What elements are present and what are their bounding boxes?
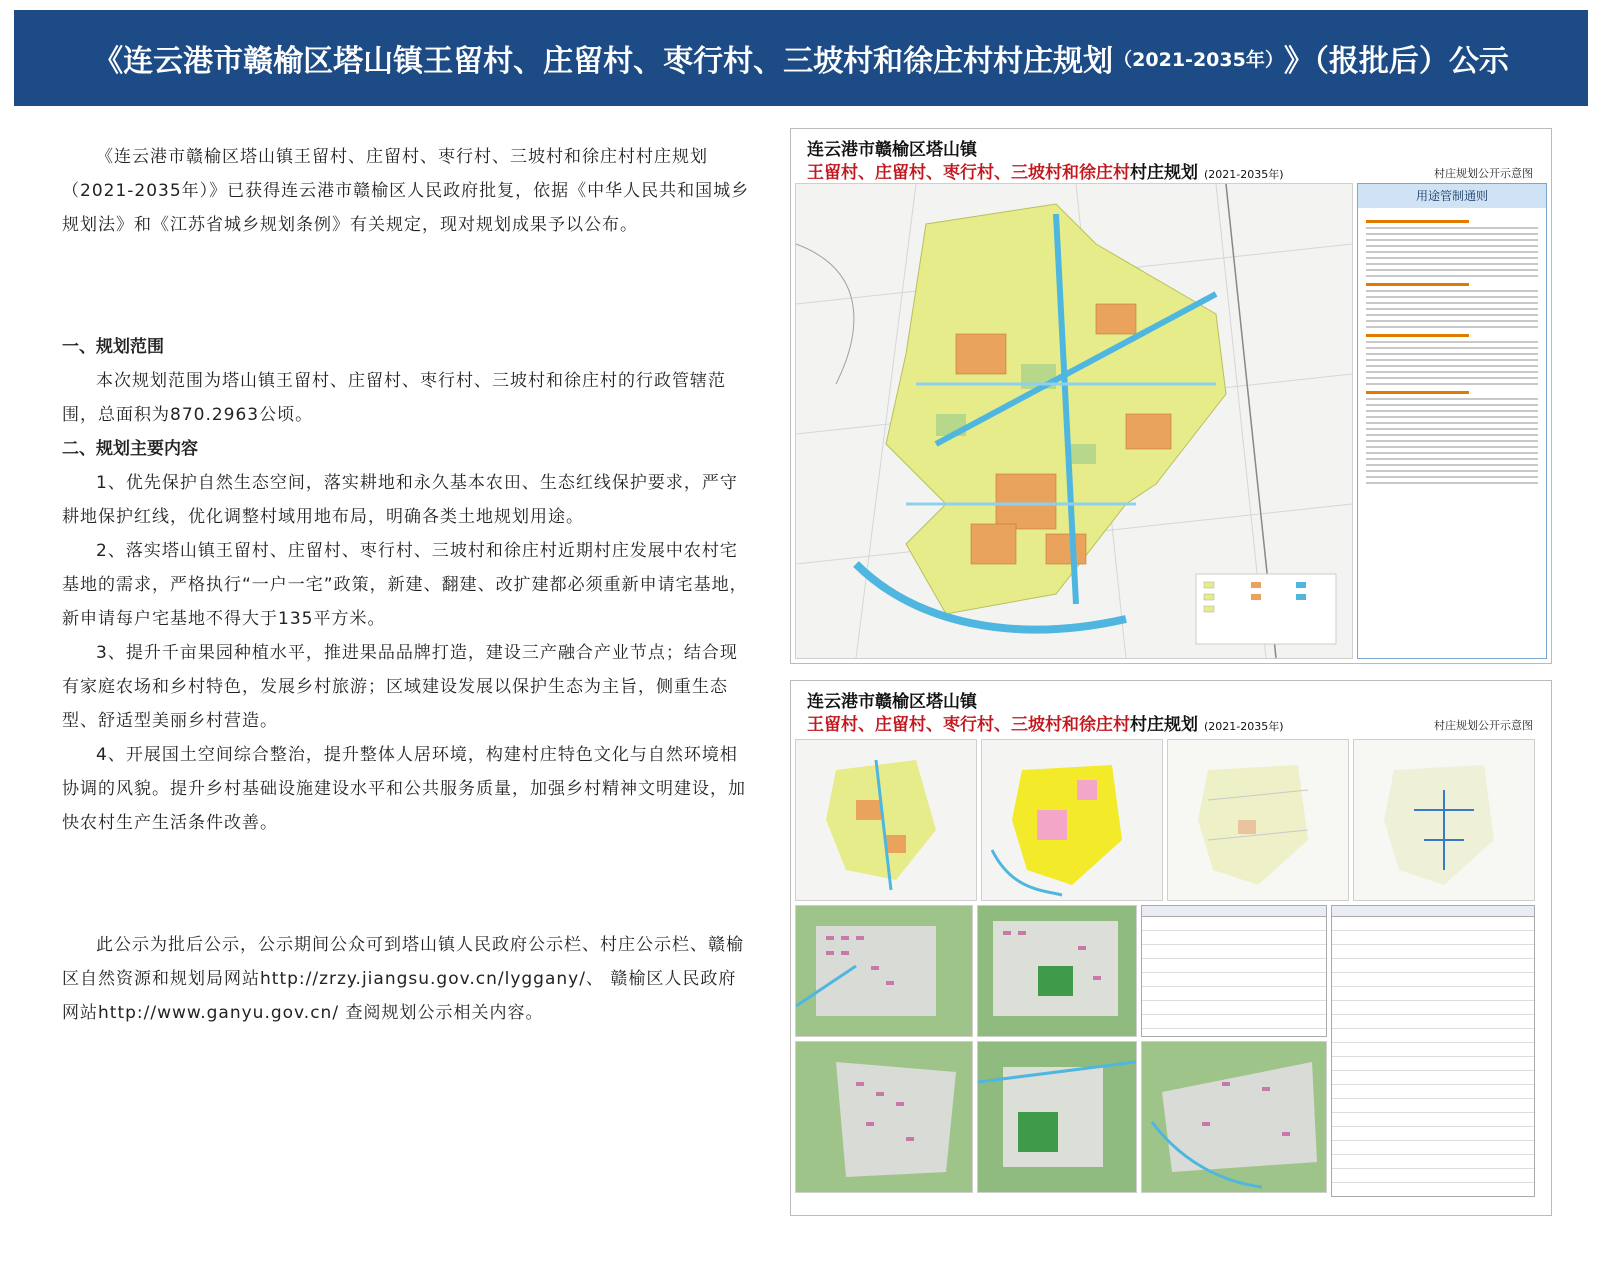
board-title-villages [807, 158, 1284, 183]
board-suffix: 村庄规划 [1130, 163, 1198, 183]
board-title-villages [807, 710, 1284, 735]
board-subtitle: 村庄规划公开示意图 [1434, 719, 1533, 732]
public-notice: 此公示为批后公示，公示期间公众可到塔山镇人民政府公示栏、村庄公示栏、赣榆区自然资源和规划局网站http://zrzy.jiangsu.gov.cn/lygganу/、 赣榆区人民政府网站http://www.ganyu.gov.cn/ 查阅规划公示相关内容。 [62, 935, 744, 1023]
land-use-map-image [796, 184, 1352, 658]
board-header [791, 681, 1551, 737]
thumbnail-village-plan-4 [977, 1041, 1137, 1193]
content-item-3: 3、提升千亩果园种植水平，推进果品品牌打造，建设三产融合产业节点；结合现有家庭农场和乡村特色，发展乡村旅游；区域建设发展以保护生态为主旨，侧重生态型、舒适型美丽乡村营造。 [62, 643, 738, 731]
banner-title-year: （2021-2035年） [1113, 48, 1284, 71]
section1-title: 一、规划范围 [62, 337, 164, 357]
content-item-2: 2、落实塔山镇王留村、庄留村、枣行村、三坡村和徐庄村近期村庄发展中农村宅基地的需求，严格执行“一户一宅”政策，新建、翻建、改扩建都必须重新申请宅基地，新申请每户宅基地不得大于135平方米。 [62, 541, 748, 629]
usage-control-rules-panel [1357, 183, 1547, 659]
page-banner [14, 10, 1588, 106]
notice-text [62, 140, 752, 1030]
content-item-4: 4、开展国土空间综合整治，提升整体人居环境，构建村庄特色文化与自然环境相协调的风貌。提升乡村基础设施建设水平和公共服务质量，加强乡村精神文明建设，加快农村生产生活条件改善。 [62, 745, 746, 833]
board-title-town: 连云港市赣榆区塔山镇 [807, 140, 977, 160]
thumbnail-village-plan-3 [795, 1041, 973, 1193]
thumbnail-map-2 [981, 739, 1163, 901]
thumbnail-map-3 [1167, 739, 1349, 901]
section2-title: 二、规划主要内容 [62, 439, 198, 459]
project-table-1 [1141, 905, 1327, 1037]
board-villages: 王留村、庄留村、枣行村、三坡村和徐庄村 [807, 163, 1130, 183]
thumbnail-village-plan-1 [795, 905, 973, 1037]
plan-board-thumbnails [790, 680, 1552, 1216]
board-year: (2021-2035年) [1204, 168, 1284, 181]
project-table-2 [1331, 905, 1535, 1197]
land-use-plan-map [795, 183, 1353, 659]
rules-heading: 用途管制通则 [1358, 184, 1546, 208]
thumbnail-map-4 [1353, 739, 1535, 901]
banner-title-tail: 》（报批后）公示 [1283, 44, 1509, 79]
banner-title-main: 《连云港市赣榆区塔山镇王留村、庄留村、枣行村、三坡村和徐庄村村庄规划 [93, 44, 1114, 79]
board-suffix: 村庄规划 [1130, 715, 1198, 735]
board-subtitle: 村庄规划公开示意图 [1434, 167, 1533, 180]
board-villages: 王留村、庄留村、枣行村、三坡村和徐庄村 [807, 715, 1130, 735]
content-item-1: 1、优先保护自然生态空间，落实耕地和永久基本农田、生态红线保护要求，严守耕地保护红线，优化调整村域用地布局，明确各类土地规划用途。 [62, 473, 738, 527]
thumbnail-map-1 [795, 739, 977, 901]
thumbnail-village-plan-2 [977, 905, 1137, 1037]
intro-lead: 《连云港市赣榆区塔山镇王留村、庄留村、枣行村、三坡村和徐庄村村庄规划（2021-2035年）》已获得连云港市赣榆区人民政府批复，依据《中华人民共和国城乡规划法》和《江苏省城乡规划条例》有关规定，现对规划成果予以公布。 [62, 147, 750, 235]
board-header [791, 129, 1551, 185]
board-year: (2021-2035年) [1204, 720, 1284, 733]
rules-body [1358, 208, 1546, 494]
thumbnail-village-plan-5 [1141, 1041, 1327, 1193]
board-title-town: 连云港市赣榆区塔山镇 [807, 692, 977, 712]
plan-board-main [790, 128, 1552, 664]
section1-text: 本次规划范围为塔山镇王留村、庄留村、枣行村、三坡村和徐庄村的行政管辖范围，总面积为870.2963公顷。 [62, 371, 726, 425]
